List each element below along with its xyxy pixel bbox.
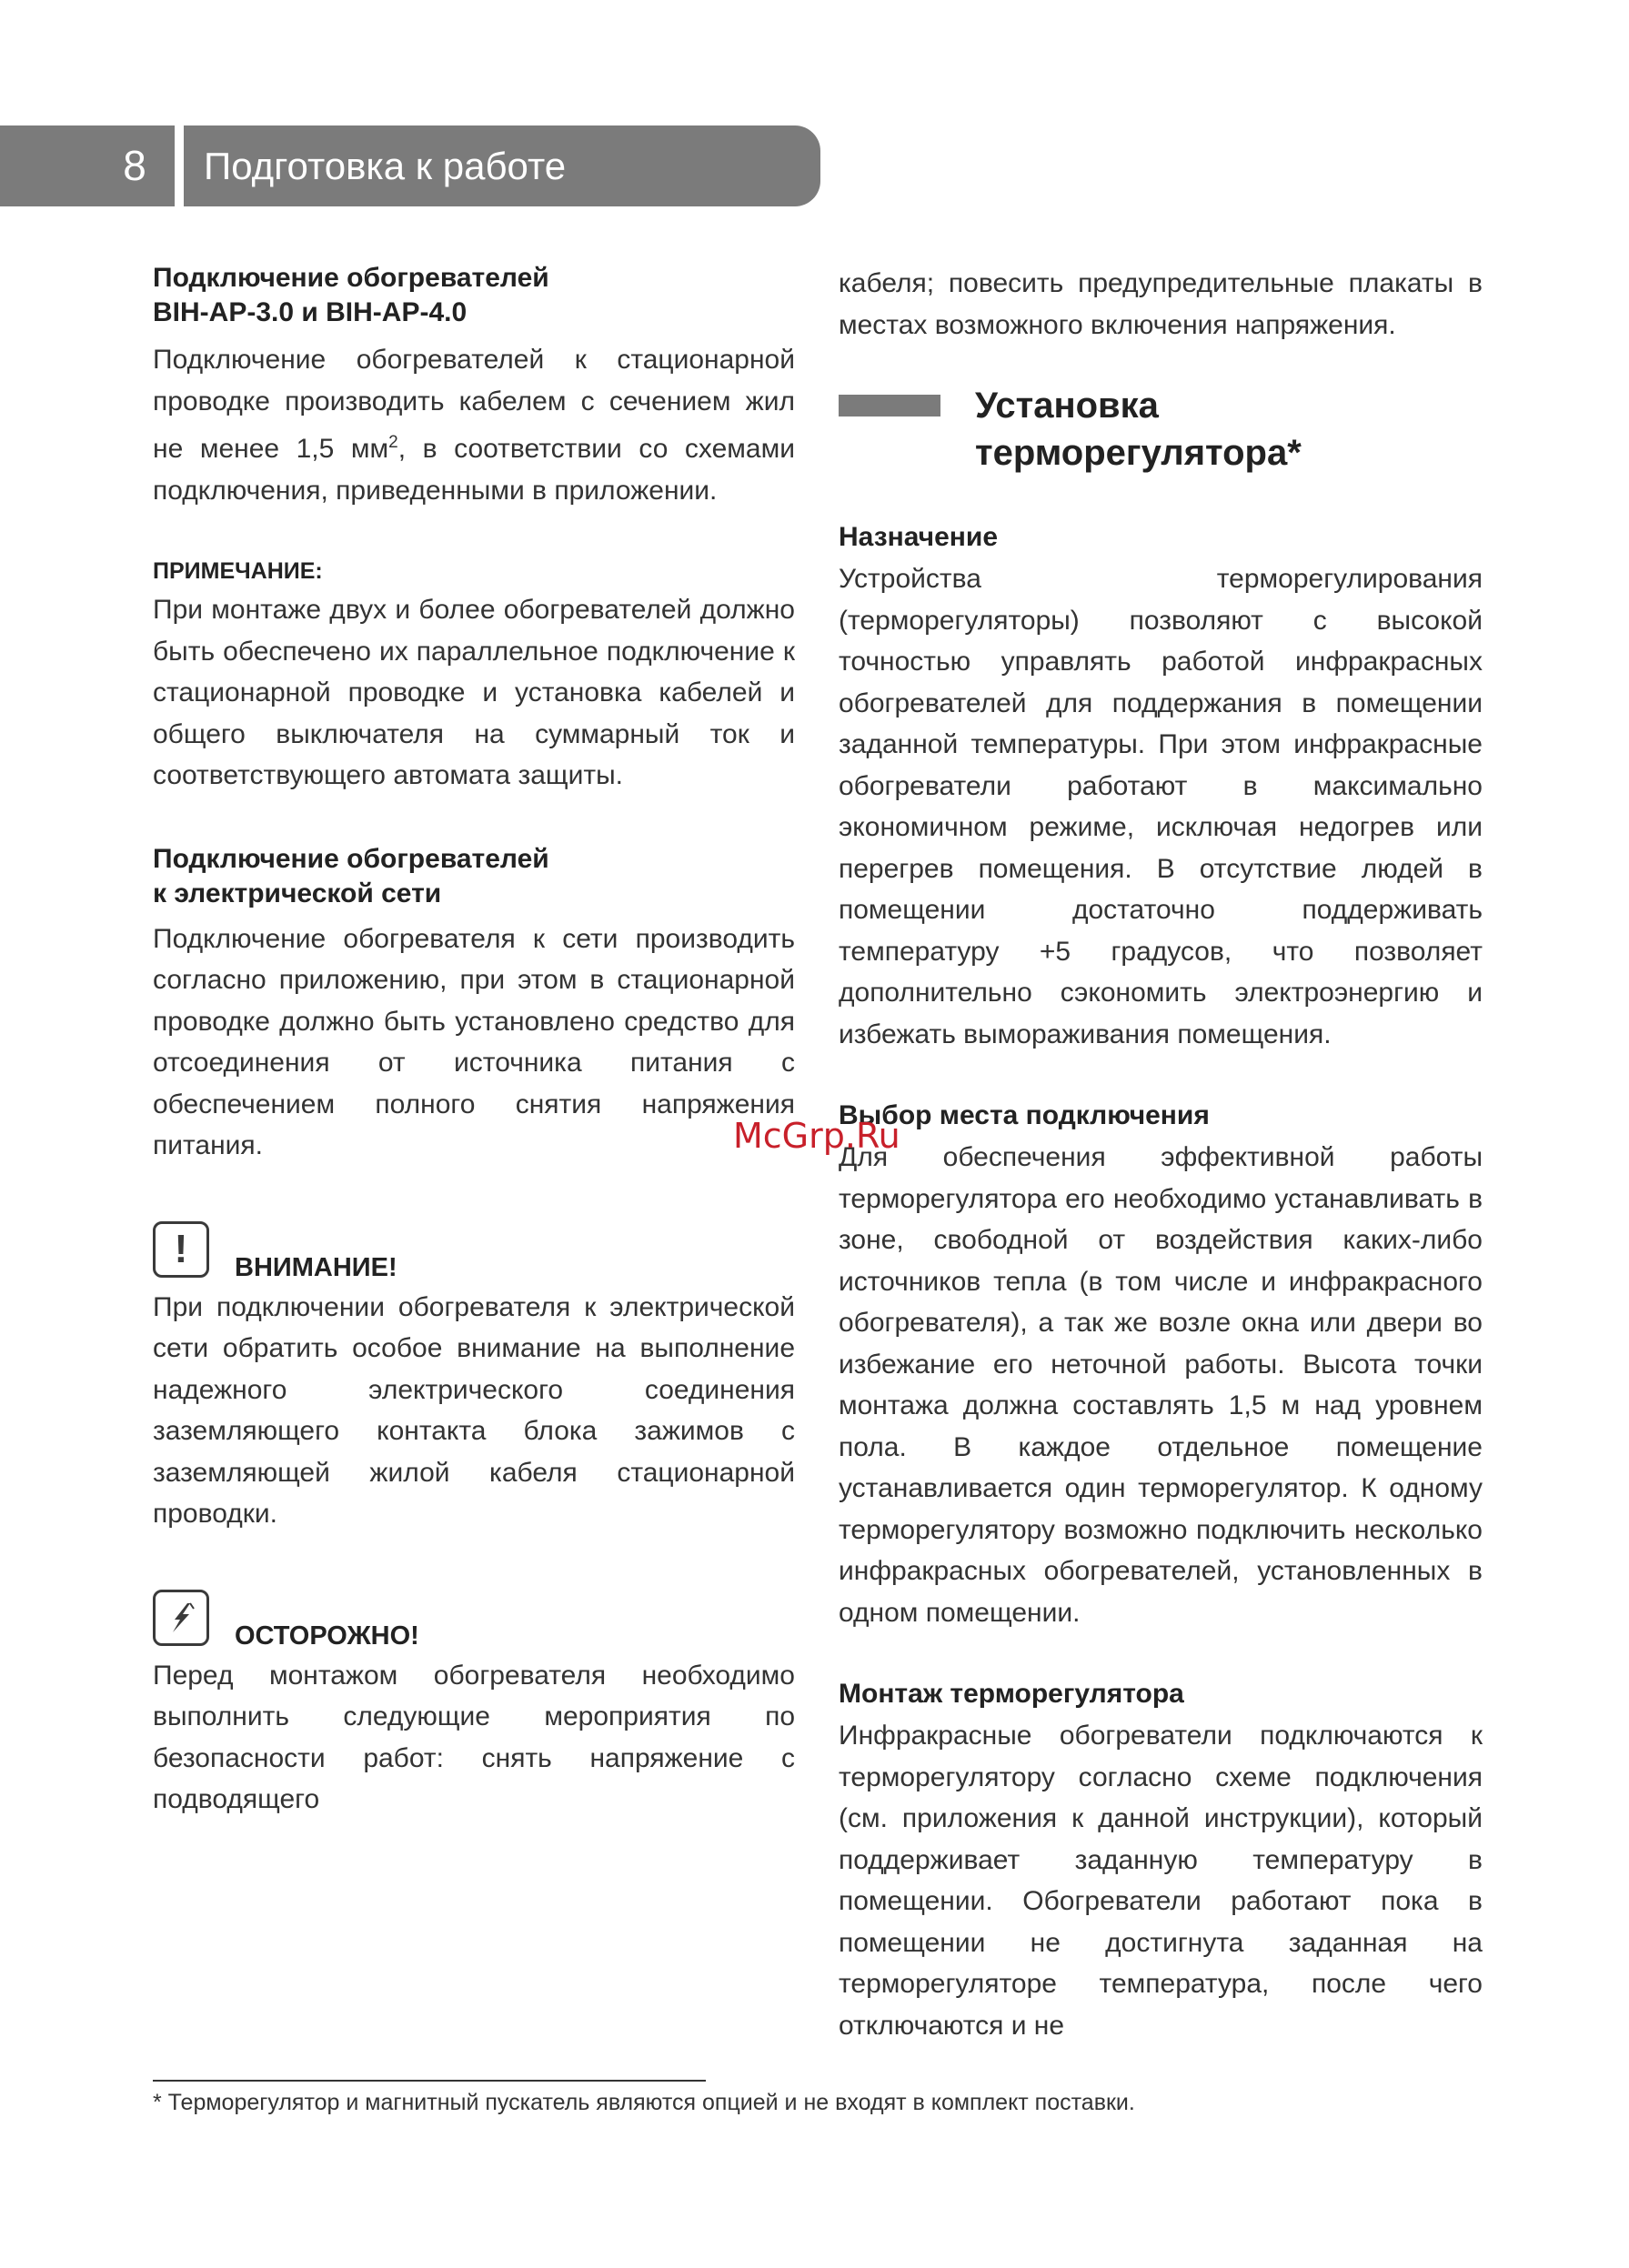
page-header-bar (0, 125, 820, 206)
paragraph-network-connection: Подключение обогревателя к сети производить согласно приложению, при этом в стационарной проводке должно быть установлено средство для отсоединения от источника питания с обеспечением полного снятия напряжения питания. (153, 923, 795, 1160)
heading-line-2: к электрической сети (153, 878, 442, 908)
caution-body: Перед монтажом обогревателя необходимо выполнить следующие мероприятия по безопасности работ: снять напряжение с подводящего (153, 1660, 795, 1814)
attention-block-header (153, 1209, 795, 1282)
paragraph-mounting: Инфракрасные обогреватели подключаются к терморегулятору согласно схеме подключения (см. приложения к данной инструкции), который поддерживает заданную температуру в помещении. Обогреватели работают пока в помещении не достигнута заданная на терморегуляторе температура, после чего отключаются и не (839, 1721, 1483, 2041)
section-title (975, 382, 1302, 477)
superscript: 2 (388, 433, 398, 452)
section-thermostat-installation (839, 382, 1483, 477)
footnote: * Терморегулятор и магнитный пускатель являются опцией и не входят в комплект поставки. (153, 2090, 1135, 2115)
heading-network-connection (153, 842, 795, 911)
left-column (153, 261, 795, 1821)
heading-line-2: BIH-AP-3.0 и BIH-AP-4.0 (153, 297, 468, 327)
header-divider (175, 125, 184, 206)
page-section-title: Подготовка к работе (204, 145, 567, 187)
caution-title: ОСТОРОЖНО! (235, 1621, 419, 1651)
heading-mounting: Монтаж терморегулятора (839, 1679, 1184, 1709)
note-label: ПРИМЕЧАНИЕ: (153, 558, 323, 584)
heading-location: Выбор места подключения (839, 1100, 1210, 1130)
section-title-line-2: терморегулятора* (975, 433, 1302, 473)
paragraph-purpose: Устройства терморегулирования (терморегуляторы) позволяют с высокой точностью управлять работой инфракрасных обогревателей для поддержания в помещении заданной температуры. При этом инфракрасные обогреватели работают в максимально экономичном режиме, исключая недогрев или перегрев помещения. В отсутствие людей в помещении достаточно поддерживать температуру +5 градусов, что позволяет дополнительно сэкономить электроэнергию и избежать вымораживания помещения. (839, 564, 1483, 1049)
heading-purpose: Назначение (839, 522, 999, 552)
note-body: При монтаже двух и более обогревателей должно быть обеспечено их параллельное подключение к стационарной проводке и установка кабелей и общего выключателя на суммарный ток и соответствующего автомата защиты. (153, 595, 795, 790)
exclamation-icon: ! (153, 1221, 209, 1278)
section-title-line-1: Установка (975, 386, 1159, 426)
section-marker-bar (839, 395, 940, 416)
paragraph-location: Для обеспечения эффективной работы терморегулятора его необходимо устанавливать в зоне, свободной от воздействия каких-либо источников тепла (в том числе и инфракрасного обогревателя), а так же возле окна или двери во избежание его неточной работы. Высота точки монтажа должна составлять 1,5 м над уровнем пола. В каждое отдельное помещение устанавливается один терморегулятор. К одному терморегулятору возможно подключить несколько инфракрасных обогревателей, установленных в одном помещении. (839, 1142, 1483, 1628)
lightning-bolt-icon (153, 1590, 209, 1646)
heading-line-1: Подключение обогревателей (153, 263, 549, 293)
page-number: 8 (123, 142, 146, 189)
caution-block-header (153, 1577, 795, 1651)
heading-heater-connection (153, 261, 795, 330)
attention-body: При подключении обогревателя к электрической сети обратить особое внимание на выполнение надежного электрического соединения заземляющего контакта блока зажимов с заземляющей жилой кабеля стационарной проводки. (153, 1291, 795, 1529)
cable-spec-text: Подключение обогревателей к стационарной проводке производить кабелем с сечением жил не менее 1,5 мм (153, 345, 795, 464)
heading-line-1: Подключение обогревателей (153, 843, 549, 874)
watermark: McGrp.Ru (733, 1116, 900, 1156)
right-column (839, 263, 1483, 2046)
cable-spec-text-cont: , в соответствии со схемами подключения, приведенными в приложении. (153, 434, 795, 506)
caution-continuation: кабеля; повесить предупредительные плакаты в местах возможного включения напряжения. (839, 268, 1483, 340)
footnote-divider (153, 2080, 706, 2082)
paragraph-cable-spec (153, 339, 795, 511)
attention-title: ВНИМАНИЕ! (235, 1252, 397, 1282)
